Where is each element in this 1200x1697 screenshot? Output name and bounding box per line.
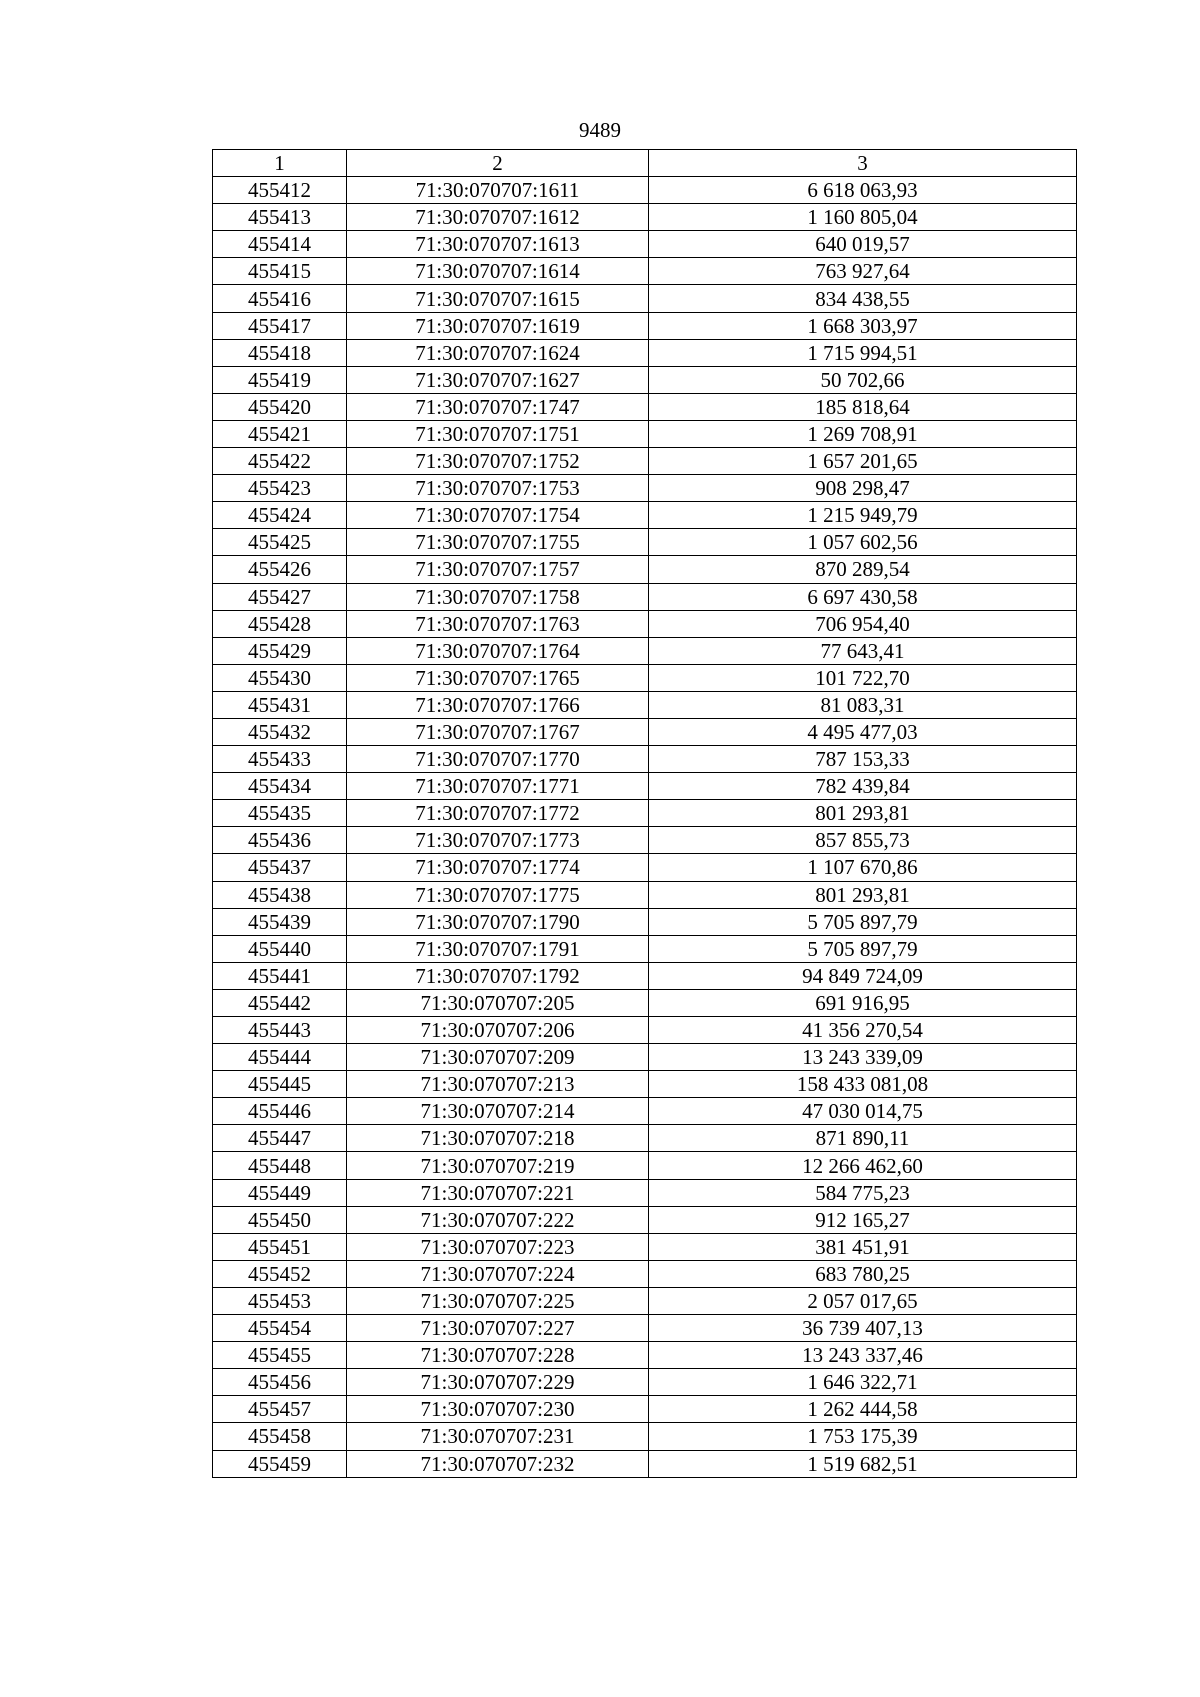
cadastral-number-cell: 71:30:070707:223 xyxy=(347,1233,649,1260)
cadastral-number-cell: 71:30:070707:228 xyxy=(347,1342,649,1369)
table-row xyxy=(213,1315,1077,1342)
value-cell: 1 753 175,39 xyxy=(649,1423,1077,1450)
cadastral-number-cell: 71:30:070707:1771 xyxy=(347,773,649,800)
cadastral-number-cell: 71:30:070707:225 xyxy=(347,1287,649,1314)
row-number-cell: 455443 xyxy=(213,1017,347,1044)
row-number-cell: 455434 xyxy=(213,773,347,800)
value-cell: 782 439,84 xyxy=(649,773,1077,800)
value-cell: 1 057 602,56 xyxy=(649,529,1077,556)
cadastral-number-cell: 71:30:070707:1775 xyxy=(347,881,649,908)
cadastral-number-cell: 71:30:070707:214 xyxy=(347,1098,649,1125)
table-row xyxy=(213,746,1077,773)
table-row xyxy=(213,1071,1077,1098)
row-number-cell: 455456 xyxy=(213,1369,347,1396)
row-number-cell: 455458 xyxy=(213,1423,347,1450)
cadastral-number-cell: 71:30:070707:1792 xyxy=(347,962,649,989)
value-cell: 691 916,95 xyxy=(649,989,1077,1016)
row-number-cell: 455454 xyxy=(213,1315,347,1342)
value-cell: 908 298,47 xyxy=(649,475,1077,502)
table-row xyxy=(213,285,1077,312)
value-cell: 4 495 477,03 xyxy=(649,718,1077,745)
row-number-cell: 455451 xyxy=(213,1233,347,1260)
value-cell: 6 618 063,93 xyxy=(649,177,1077,204)
table-row xyxy=(213,854,1077,881)
table-row xyxy=(213,231,1077,258)
table-row xyxy=(213,1206,1077,1233)
column-header-1: 1 xyxy=(213,150,347,177)
cadastral-number-cell: 71:30:070707:209 xyxy=(347,1044,649,1071)
value-cell: 94 849 724,09 xyxy=(649,962,1077,989)
row-number-cell: 455430 xyxy=(213,664,347,691)
cadastral-number-cell: 71:30:070707:221 xyxy=(347,1179,649,1206)
cadastral-number-cell: 71:30:070707:1614 xyxy=(347,258,649,285)
data-table xyxy=(212,149,1077,1478)
row-number-cell: 455445 xyxy=(213,1071,347,1098)
cadastral-number-cell: 71:30:070707:1747 xyxy=(347,393,649,420)
table-row xyxy=(213,827,1077,854)
cadastral-number-cell: 71:30:070707:1755 xyxy=(347,529,649,556)
cadastral-number-cell: 71:30:070707:1791 xyxy=(347,935,649,962)
row-number-cell: 455428 xyxy=(213,610,347,637)
row-number-cell: 455422 xyxy=(213,448,347,475)
cadastral-number-cell: 71:30:070707:231 xyxy=(347,1423,649,1450)
table-row xyxy=(213,691,1077,718)
row-number-cell: 455447 xyxy=(213,1125,347,1152)
cadastral-number-cell: 71:30:070707:1753 xyxy=(347,475,649,502)
row-number-cell: 455455 xyxy=(213,1342,347,1369)
row-number-cell: 455452 xyxy=(213,1260,347,1287)
value-cell: 683 780,25 xyxy=(649,1260,1077,1287)
value-cell: 1 160 805,04 xyxy=(649,204,1077,231)
cadastral-number-cell: 71:30:070707:213 xyxy=(347,1071,649,1098)
table-row xyxy=(213,1098,1077,1125)
value-cell: 2 057 017,65 xyxy=(649,1287,1077,1314)
row-number-cell: 455414 xyxy=(213,231,347,258)
table-row xyxy=(213,1396,1077,1423)
row-number-cell: 455426 xyxy=(213,556,347,583)
table-row xyxy=(213,637,1077,664)
table-row xyxy=(213,1044,1077,1071)
cadastral-number-cell: 71:30:070707:230 xyxy=(347,1396,649,1423)
row-number-cell: 455431 xyxy=(213,691,347,718)
row-number-cell: 455425 xyxy=(213,529,347,556)
cadastral-number-cell: 71:30:070707:1770 xyxy=(347,746,649,773)
table-row xyxy=(213,1017,1077,1044)
cadastral-number-cell: 71:30:070707:227 xyxy=(347,1315,649,1342)
row-number-cell: 455457 xyxy=(213,1396,347,1423)
table-row xyxy=(213,339,1077,366)
table-row xyxy=(213,1260,1077,1287)
value-cell: 1 107 670,86 xyxy=(649,854,1077,881)
row-number-cell: 455412 xyxy=(213,177,347,204)
row-number-cell: 455459 xyxy=(213,1450,347,1477)
table-row xyxy=(213,420,1077,447)
cadastral-number-cell: 71:30:070707:1627 xyxy=(347,366,649,393)
value-cell: 81 083,31 xyxy=(649,691,1077,718)
value-cell: 1 646 322,71 xyxy=(649,1369,1077,1396)
row-number-cell: 455421 xyxy=(213,420,347,447)
cadastral-number-cell: 71:30:070707:1612 xyxy=(347,204,649,231)
table-row xyxy=(213,366,1077,393)
value-cell: 36 739 407,13 xyxy=(649,1315,1077,1342)
value-cell: 871 890,11 xyxy=(649,1125,1077,1152)
row-number-cell: 455444 xyxy=(213,1044,347,1071)
row-number-cell: 455446 xyxy=(213,1098,347,1125)
table-row xyxy=(213,393,1077,420)
column-header-3: 3 xyxy=(649,150,1077,177)
cadastral-number-cell: 71:30:070707:224 xyxy=(347,1260,649,1287)
row-number-cell: 455435 xyxy=(213,800,347,827)
row-number-cell: 455433 xyxy=(213,746,347,773)
cadastral-number-cell: 71:30:070707:1615 xyxy=(347,285,649,312)
column-header-2: 2 xyxy=(347,150,649,177)
table-row xyxy=(213,204,1077,231)
value-cell: 1 668 303,97 xyxy=(649,312,1077,339)
cadastral-number-cell: 71:30:070707:1765 xyxy=(347,664,649,691)
table-row xyxy=(213,718,1077,745)
value-cell: 787 153,33 xyxy=(649,746,1077,773)
table-row xyxy=(213,448,1077,475)
table-row xyxy=(213,800,1077,827)
cadastral-number-cell: 71:30:070707:1751 xyxy=(347,420,649,447)
value-cell: 47 030 014,75 xyxy=(649,1098,1077,1125)
cadastral-number-cell: 71:30:070707:232 xyxy=(347,1450,649,1477)
value-cell: 381 451,91 xyxy=(649,1233,1077,1260)
value-cell: 801 293,81 xyxy=(649,800,1077,827)
table-row xyxy=(213,1233,1077,1260)
page-number: 9489 xyxy=(579,118,621,142)
table-row xyxy=(213,908,1077,935)
cadastral-number-cell: 71:30:070707:1619 xyxy=(347,312,649,339)
row-number-cell: 455432 xyxy=(213,718,347,745)
row-number-cell: 455453 xyxy=(213,1287,347,1314)
row-number-cell: 455413 xyxy=(213,204,347,231)
row-number-cell: 455438 xyxy=(213,881,347,908)
value-cell: 834 438,55 xyxy=(649,285,1077,312)
value-cell: 801 293,81 xyxy=(649,881,1077,908)
cadastral-number-cell: 71:30:070707:1766 xyxy=(347,691,649,718)
cadastral-number-cell: 71:30:070707:1764 xyxy=(347,637,649,664)
value-cell: 706 954,40 xyxy=(649,610,1077,637)
table-row xyxy=(213,1423,1077,1450)
row-number-cell: 455440 xyxy=(213,935,347,962)
table-row xyxy=(213,502,1077,529)
cadastral-number-cell: 71:30:070707:205 xyxy=(347,989,649,1016)
table-row xyxy=(213,1342,1077,1369)
row-number-cell: 455427 xyxy=(213,583,347,610)
value-cell: 763 927,64 xyxy=(649,258,1077,285)
row-number-cell: 455441 xyxy=(213,962,347,989)
value-cell: 50 702,66 xyxy=(649,366,1077,393)
row-number-cell: 455424 xyxy=(213,502,347,529)
row-number-cell: 455423 xyxy=(213,475,347,502)
cadastral-number-cell: 71:30:070707:1752 xyxy=(347,448,649,475)
cadastral-number-cell: 71:30:070707:1754 xyxy=(347,502,649,529)
cadastral-number-cell: 71:30:070707:1790 xyxy=(347,908,649,935)
row-number-cell: 455448 xyxy=(213,1152,347,1179)
table-row xyxy=(213,1125,1077,1152)
row-number-cell: 455418 xyxy=(213,339,347,366)
cadastral-number-cell: 71:30:070707:218 xyxy=(347,1125,649,1152)
value-cell: 857 855,73 xyxy=(649,827,1077,854)
table-row xyxy=(213,1152,1077,1179)
table-row xyxy=(213,177,1077,204)
value-cell: 584 775,23 xyxy=(649,1179,1077,1206)
table-row xyxy=(213,773,1077,800)
cadastral-number-cell: 71:30:070707:1773 xyxy=(347,827,649,854)
cadastral-number-cell: 71:30:070707:219 xyxy=(347,1152,649,1179)
table-row xyxy=(213,1179,1077,1206)
table-row xyxy=(213,664,1077,691)
row-number-cell: 455439 xyxy=(213,908,347,935)
value-cell: 5 705 897,79 xyxy=(649,935,1077,962)
cadastral-number-cell: 71:30:070707:206 xyxy=(347,1017,649,1044)
row-number-cell: 455420 xyxy=(213,393,347,420)
value-cell: 185 818,64 xyxy=(649,393,1077,420)
value-cell: 1 215 949,79 xyxy=(649,502,1077,529)
row-number-cell: 455436 xyxy=(213,827,347,854)
table-row xyxy=(213,475,1077,502)
cadastral-number-cell: 71:30:070707:1774 xyxy=(347,854,649,881)
value-cell: 640 019,57 xyxy=(649,231,1077,258)
value-cell: 158 433 081,08 xyxy=(649,1071,1077,1098)
row-number-cell: 455450 xyxy=(213,1206,347,1233)
value-cell: 5 705 897,79 xyxy=(649,908,1077,935)
cadastral-number-cell: 71:30:070707:1613 xyxy=(347,231,649,258)
table-row xyxy=(213,1287,1077,1314)
value-cell: 12 266 462,60 xyxy=(649,1152,1077,1179)
cadastral-number-cell: 71:30:070707:1763 xyxy=(347,610,649,637)
cadastral-number-cell: 71:30:070707:1624 xyxy=(347,339,649,366)
cadastral-number-cell: 71:30:070707:1757 xyxy=(347,556,649,583)
table-row xyxy=(213,556,1077,583)
row-number-cell: 455416 xyxy=(213,285,347,312)
row-number-cell: 455442 xyxy=(213,989,347,1016)
row-number-cell: 455417 xyxy=(213,312,347,339)
value-cell: 1 657 201,65 xyxy=(649,448,1077,475)
cadastral-number-cell: 71:30:070707:1772 xyxy=(347,800,649,827)
value-cell: 1 262 444,58 xyxy=(649,1396,1077,1423)
table-row xyxy=(213,610,1077,637)
row-number-cell: 455415 xyxy=(213,258,347,285)
table-body xyxy=(213,177,1077,1478)
table-row xyxy=(213,962,1077,989)
value-cell: 13 243 339,09 xyxy=(649,1044,1077,1071)
table-row xyxy=(213,529,1077,556)
table-row xyxy=(213,881,1077,908)
value-cell: 870 289,54 xyxy=(649,556,1077,583)
row-number-cell: 455419 xyxy=(213,366,347,393)
table-row xyxy=(213,1450,1077,1477)
value-cell: 77 643,41 xyxy=(649,637,1077,664)
value-cell: 1 519 682,51 xyxy=(649,1450,1077,1477)
row-number-cell: 455449 xyxy=(213,1179,347,1206)
value-cell: 41 356 270,54 xyxy=(649,1017,1077,1044)
value-cell: 101 722,70 xyxy=(649,664,1077,691)
cadastral-number-cell: 71:30:070707:1767 xyxy=(347,718,649,745)
value-cell: 1 269 708,91 xyxy=(649,420,1077,447)
cadastral-number-cell: 71:30:070707:222 xyxy=(347,1206,649,1233)
table-row xyxy=(213,258,1077,285)
table-row xyxy=(213,583,1077,610)
row-number-cell: 455437 xyxy=(213,854,347,881)
value-cell: 13 243 337,46 xyxy=(649,1342,1077,1369)
value-cell: 912 165,27 xyxy=(649,1206,1077,1233)
table-row xyxy=(213,989,1077,1016)
table-row xyxy=(213,935,1077,962)
table-row xyxy=(213,312,1077,339)
cadastral-number-cell: 71:30:070707:1611 xyxy=(347,177,649,204)
value-cell: 1 715 994,51 xyxy=(649,339,1077,366)
table-header-row xyxy=(213,150,1077,177)
cadastral-number-cell: 71:30:070707:229 xyxy=(347,1369,649,1396)
value-cell: 6 697 430,58 xyxy=(649,583,1077,610)
table-row xyxy=(213,1369,1077,1396)
cadastral-number-cell: 71:30:070707:1758 xyxy=(347,583,649,610)
row-number-cell: 455429 xyxy=(213,637,347,664)
